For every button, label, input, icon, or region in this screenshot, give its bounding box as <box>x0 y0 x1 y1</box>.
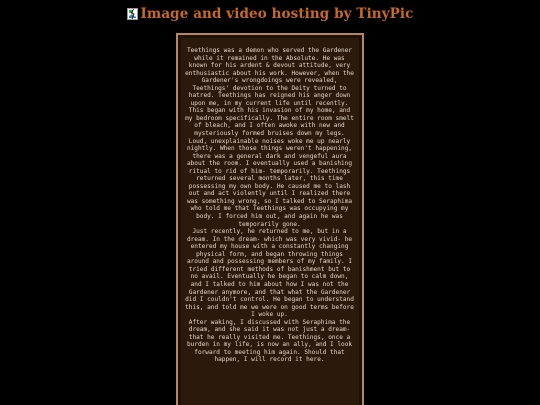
story-paragraph-2: Just recently, he returned to me, but in a dream. In the dream- which was very vivid- he entered my house with a constantly changing physical form, and began throwing things around and possessing members of my family. I tried different methods of banishment but to no avail. Eventually he began to calm down, and I talked to him about how I was not the Gardener anymore, and that what the Gardener did I couldn't control. He began to understand this, and told me we were on good terms before I woke up. <box>185 228 354 319</box>
story-paragraph-1: Teethings was a demon who served the Gardener while it remained in the Absolute. He was known for his ardent & devout attitude, very enthusiastic about his work. However, when the Gardener's wrongdoings were revealed, Teethings' devotion to the Deity turned to hatred. Teethings has reigned his anger down upon me, in my current life until recently. This began with his invasion of my home, and my bedroom specifically. The entire room smelt of bleach, and I often awoke with new and mysteriously formed bruises down my legs. Loud, unexplainable noises woke me up nearly nightly. When those things weren't happening, there was a general dark and vengeful aura about the room. I eventually used a banishing ritual to rid of him- temporarily. Teethings returned several months later, this time possessing my own body. He caused me to lash out and act violently until I realized there was something wrong, so I talked to Seraphima who told me that Teethings was occupying my body. I forced him out, and again he was temporarily gone. <box>185 47 354 228</box>
story-box <box>176 33 364 405</box>
story-text <box>184 47 355 364</box>
story-paragraph-3: After waking, I discussed with Seraphima the dream, and she said it was not just a dream- that he really visited me. Teethings, once a burden in my life, is now an ally, and I look forward to meeting him again. Should that happen, I will record it here. <box>186 318 353 364</box>
header-alt-text: Image and video hosting by TinyPic <box>140 6 414 22</box>
tinypic-hosting-link[interactable] <box>0 6 540 25</box>
broken-image-icon <box>127 8 138 20</box>
broken-header-image[interactable] <box>127 6 414 22</box>
